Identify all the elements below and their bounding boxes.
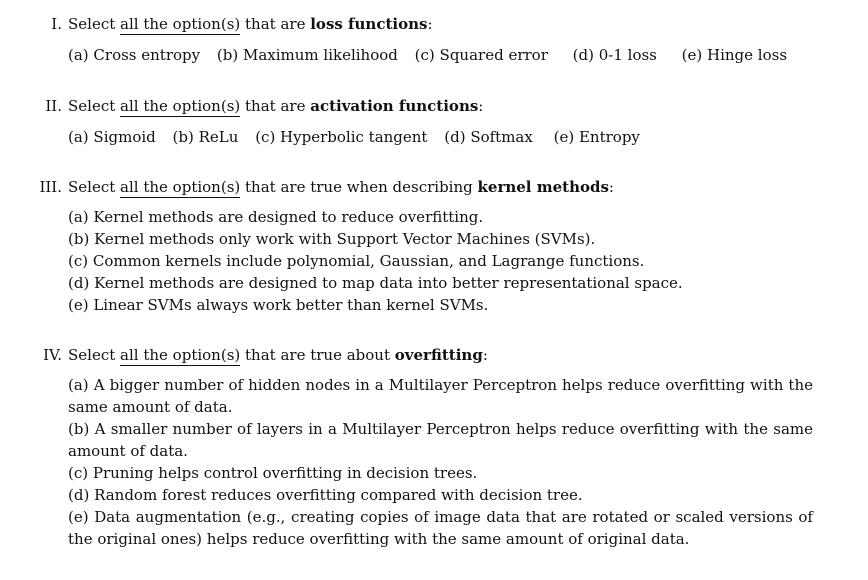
question-3 — [0, 176, 860, 314]
question-4-header — [0, 344, 860, 366]
question-3-option-e[interactable]: (e) Linear SVMs always work better than kernel SVMs. — [68, 296, 489, 314]
question-1-option-c[interactable]: (c) Squared error — [414, 46, 548, 64]
question-2-number: II. — [45, 97, 62, 115]
question-3-number: III. — [39, 178, 62, 196]
question-2-option-b[interactable]: (b) ReLu — [172, 128, 239, 146]
question-3-underlined: all the option(s) — [120, 178, 241, 196]
question-2-topic: activation functions — [310, 97, 479, 115]
question-4-number: IV. — [43, 346, 62, 364]
question-3-option-a[interactable]: (a) Kernel methods are designed to reduce overfitting. — [68, 208, 484, 226]
question-4-option-a[interactable]: (a) A bigger number of hidden nodes in a Multilayer Perceptron helps reduce overfitting with the same amount of data. — [68, 376, 813, 416]
question-2-underlined: all the option(s) — [120, 97, 241, 115]
question-1-number: I. — [51, 15, 62, 33]
question-2-option-a[interactable]: (a) Sigmoid — [68, 128, 156, 146]
question-4 — [0, 344, 860, 548]
question-3-topic: kernel methods — [477, 178, 609, 196]
question-2-option-e[interactable]: (e) Entropy — [553, 128, 640, 146]
question-3-header — [0, 176, 860, 198]
question-2-prompt: Select all the option(s) that are activation functions: — [68, 97, 484, 115]
question-1-options — [68, 44, 799, 66]
question-3-option-b[interactable]: (b) Kernel methods only work with Support Vector Machines (SVMs). — [68, 230, 596, 248]
question-1-topic: loss functions — [310, 15, 428, 33]
question-4-topic: overfitting — [394, 346, 483, 364]
question-1-underlined: all the option(s) — [120, 15, 241, 33]
question-4-options — [68, 374, 813, 550]
question-2-options — [68, 126, 652, 148]
question-4-underlined: all the option(s) — [120, 346, 241, 364]
question-4-prompt: Select all the option(s) that are true about overfitting: — [68, 346, 488, 364]
question-2 — [0, 95, 860, 146]
question-4-option-c[interactable]: (c) Pruning helps control overfitting in decision trees. — [68, 464, 478, 482]
question-1-prompt: Select all the option(s) that are loss functions: — [68, 15, 433, 33]
question-1-header — [0, 13, 860, 35]
question-1-option-b[interactable]: (b) Maximum likelihood — [216, 46, 398, 64]
question-1-option-d[interactable]: (d) 0-1 loss — [572, 46, 657, 64]
question-2-option-d[interactable]: (d) Softmax — [444, 128, 533, 146]
question-1-option-e[interactable]: (e) Hinge loss — [681, 46, 788, 64]
question-4-option-d[interactable]: (d) Random forest reduces overfitting compared with decision tree. — [68, 486, 583, 504]
question-2-header — [0, 95, 860, 117]
question-3-option-c[interactable]: (c) Common kernels include polynomial, Gaussian, and Lagrange functions. — [68, 252, 645, 270]
question-1 — [0, 13, 860, 64]
question-1-option-a[interactable]: (a) Cross entropy — [68, 46, 201, 64]
question-3-option-d[interactable]: (d) Kernel methods are designed to map data into better representational space. — [68, 274, 683, 292]
question-4-option-b[interactable]: (b) A smaller number of layers in a Multilayer Perceptron helps reduce overfitting with the same amount of data. — [68, 420, 813, 460]
question-3-options — [68, 206, 816, 316]
question-3-prompt: Select all the option(s) that are true when describing kernel methods: — [68, 178, 614, 196]
question-2-option-c[interactable]: (c) Hyperbolic tangent — [255, 128, 428, 146]
question-4-option-e[interactable]: (e) Data augmentation (e.g., creating copies of image data that are rotated or scaled versions of the original ones) helps reduce overfitting with the same amount of original data. — [68, 508, 813, 548]
